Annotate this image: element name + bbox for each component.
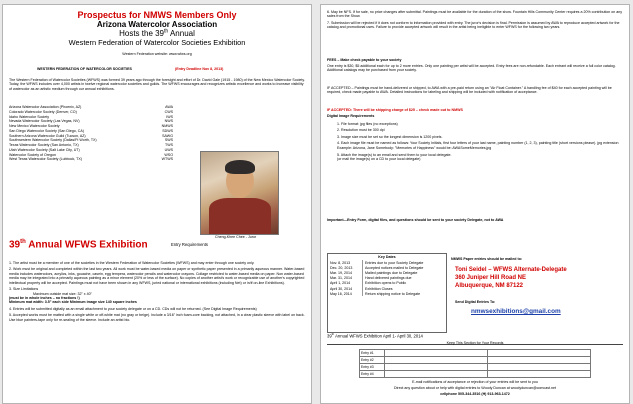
- society-abbrev: AWA: [165, 105, 173, 109]
- society-item: Texas Watercolor Society (San Antonio, TX): [9, 143, 79, 148]
- page-1: [2, 4, 312, 404]
- society-item: San Diego Watercolor Society (San Diego, CA): [9, 128, 84, 133]
- key-dates-box: [327, 253, 447, 333]
- society-item: West Texas Watercolor Society (Lubbock, TX): [9, 157, 82, 162]
- fees-text: One entry is $30, $5 additional each for up to 2 more entries. Only one painting per artist will be accepted. Entry fees are non-refundable. Each entrant will receive a full color catalog. Additional catalogs may be purchased from your society.: [327, 64, 616, 73]
- page-2: [320, 4, 630, 404]
- society-item: New Mexico Watercolor Society: [9, 124, 60, 129]
- society-item: Utah Watercolor Society (Salt Lake City, UT): [9, 147, 80, 152]
- rules-list: [9, 261, 305, 324]
- address-line-1: 360 Juniper Hill Road NE: [455, 275, 527, 281]
- rule-item: Minimum mat width: 3.5" each side Minimum image size 140 square inches: [9, 300, 137, 305]
- wfws-website[interactable]: Western Federation website: www.wfws.org: [122, 52, 192, 56]
- society-abbrev: IWS: [166, 114, 173, 119]
- footer-note-1: E-mail notifications of acceptance or rejection of your entries will be sent to you: [412, 380, 538, 384]
- rule-item: 1. The artist must be a member of one of the societies in the Western Federation of Watercolor Societies (WFWS) and may enter through one society only.: [9, 261, 255, 265]
- entry-requirements-label: Entry Requirements: [171, 242, 209, 247]
- important-note: Important—Entry Form, digital files, and questions should be sent to your society Delegate, not to AWA: [327, 218, 504, 222]
- table-row: April 30, 2014 Exhibition Closes: [330, 286, 393, 291]
- society-item: Colorado Watercolor Society (Denver, CO): [9, 109, 77, 114]
- society-abbrev: TWS: [165, 143, 173, 148]
- society-item: Watercolor Society of Oregon: [9, 152, 57, 157]
- table-row: Entry #2: [360, 357, 591, 364]
- rule-item: 2. Work must be original and completed within the last two years. All work must be water-based media on paper or synthetic paper presented in a primarily aqueous manner. Water-based media includes watercolors, acrylics, inks, gouache, casein, egg tempera, watercolor pencils and watercolor crayons. Collage restricted to water-based media on paper. Non water-based media may be integrated into a primarily aqueous painting as a minor element (20% or less of the surface). No copies of another artist's work or recognizable use of another's copyrighted intellectual property will be accepted. Paintings must not have been shown in any WFWS, juried national or international exhibitions (including Net) or in/if on-line Exhibitions).: [9, 267, 305, 285]
- key-dates-table: [328, 260, 446, 296]
- juror-caption: Cheng-Khee Chee - Juror: [215, 235, 257, 239]
- rule-item: 4. Entries will be submitted digitally as an email attachment to your society delegate or on a CD. CDs will not be returned. (See Digital Image Requirements): [9, 306, 257, 311]
- digital-item: 4. Each image file must be named as follows: Your Society Initials, first four letters of your last name, painting number (1, 2, 3), painting title (short versions please). jpg extension: [337, 141, 619, 146]
- digital-item: (or mail the image(s) on a CD to your local delegate): [337, 157, 421, 162]
- address-line-2: Albuquerque, NM 87122: [455, 283, 524, 289]
- intro-paragraph: The Western Federation of Watercolor Societies (WFWS) was formed 39 years ago through the foresight and effort of Dr. David Gale (1915 - 1980) of the New Mexico Watercolor Society. Today, the WFWS includes over 4,000 artists in twelve regional watercolor societies and guilds. The WFWS encourages and recognizes artistic excellence and works to increase visibility of watercolor as an artistic medium through our annual exhibitions.: [9, 78, 305, 91]
- key-dates-title: Key Dates: [378, 255, 396, 259]
- society-item: Southern Arizona Watercolor Guild (Tucson, AZ): [9, 133, 86, 138]
- table-row: Entry #4: [360, 371, 591, 378]
- society-item: Nevada Watercolor Society (Las Vegas, NV): [9, 119, 80, 124]
- send-digital-label: Send Digital Entries To:: [455, 300, 496, 304]
- rule-item: 6. May be NFS. If for sale, no price changes after submittal. Paintings must be available for the duration of the show. Fountain Hills Community Center requires a 20% contribution on any sales from the Show.: [327, 10, 623, 19]
- table-row: Dec. 20, 2013 Accepted notices mailed to Delegate: [330, 265, 424, 270]
- rule-item: (must be in whole inches – no fractions !): [9, 295, 80, 300]
- records-table: [359, 349, 591, 378]
- table-row: Mar. 19, 2014 Mailed paintings due to Delegate: [330, 270, 418, 275]
- association-title: Arizona Watercolor Association: [96, 20, 218, 29]
- wfws-label: WESTERN FEDERATION OF WATERCOLOR SOCIETIES: [37, 67, 132, 71]
- society-abbrevs: [143, 105, 173, 162]
- rule-item: 5. Accepted works must be matted with a single white or off-white mat (no gray or beige). Include a 3/16" inch foam-core backing, not attached, in a clear plastic sleeve with label on back. Use blue painters-tape only for re-sealing of the sleeve. Include an artist bio.: [9, 313, 305, 322]
- rules-continued: [327, 10, 623, 32]
- society-abbrev: UWS: [164, 147, 173, 152]
- table-row: Mar. 31, 2014 Hand delivered paintings due: [330, 276, 412, 281]
- society-item: Southwestern Watercolor Society (Dallas/Ft Worth, TX): [9, 138, 97, 143]
- rule-item: 7. Submission will be rejected if it does not conform to information provided with entry. The juror's decision is final. Permission is assumed by AWA to reproduce accepted artwork for the catalog and promotional uses. Failure to provide accepted artwork will result in the artist being ineligible to enter WFWS for the following two years.: [327, 20, 620, 30]
- digital-item: 1. File format: jpg files (no exceptions): [337, 122, 398, 126]
- digital-requirements: [337, 122, 623, 164]
- society-abbrev: SWS: [164, 138, 173, 143]
- keep-section-label: Keep This Section for Your Records: [446, 341, 504, 345]
- accepted-instructions: IF ACCEPTED – Paintings must be hand-delivered or shipped, to AWA with a pre-paid return using an "Air Float Container." A handling fee of $40 for each accepted painting will be required, check made payable to AWA. Detailed instructions for labeling and shipping will be included with notification of acceptance.: [327, 86, 612, 95]
- digital-item: 3. Image size must be set so the longest dimension is 1200 pixels.: [337, 134, 443, 139]
- juror-photo: [200, 151, 279, 235]
- digital-item: 5. Attach the image(s) to an email and send them to your local delegate.: [337, 152, 452, 157]
- prospectus-title: Prospectus for NMWS Members Only: [77, 10, 237, 20]
- society-item: Arizona Watercolor Association (Phoenix, AZ): [9, 105, 82, 109]
- society-item: Idaho Watercolor Society: [9, 114, 50, 119]
- footer-note-3: cellphone 505-344-3516 (H) 913-963-1472: [440, 392, 510, 396]
- table-row: Entry #1: [360, 350, 591, 357]
- rule-item: 3. Size Limitations: [9, 287, 39, 292]
- society-abbrev: WSO: [164, 152, 173, 157]
- form-title: 39th Annual WFWS Exhibition April 1- April 30, 2014: [327, 332, 423, 339]
- table-row: Entry #3: [360, 364, 591, 371]
- society-abbrev: WTWS: [161, 157, 173, 162]
- wfws-title: Western Federation of Watercolor Societies Exhibition: [68, 38, 246, 47]
- rule-item: Maximum outside mat size: 32" x 40": [33, 291, 92, 296]
- table-row: April 1, 2014 Exhibition opens to Public: [330, 281, 407, 286]
- society-abbrev: CWS: [164, 109, 173, 114]
- shipping-charge: IF ACCEPTED: There will be shipping charge of $25 – check made out to NMWS: [327, 108, 463, 112]
- society-abbrev: SDWS: [162, 128, 173, 133]
- society-abbrev: NMWS: [161, 124, 173, 129]
- entry-deadline: (Entry Deadline Nov 8, 2013): [175, 67, 224, 71]
- delegate-name: Toni Seidel – WFWS Alternate-Delegate: [455, 267, 567, 273]
- footer-note-2: Direct any question about or help with digital entries to Woody Duncan at woodyduncan@comcast.net: [394, 386, 556, 390]
- digital-title: Digital Image Requirements: [327, 114, 375, 118]
- email-link[interactable]: nmwsexhibitions@gmail.com: [471, 308, 561, 315]
- society-list: [9, 105, 97, 162]
- fees-title: FEES – Make check payable to your society: [327, 58, 402, 62]
- society-abbrev: NWS: [164, 119, 173, 124]
- table-row: May 16, 2014 Return shipping notice to Delegate: [330, 291, 421, 296]
- society-abbrev: SAWG: [162, 133, 173, 138]
- digital-item: Example: Arizona, Jane Somebody: "Memories of Happiness" would be: AWASomeMemories.jpg: [337, 146, 492, 151]
- digital-item: 2. Resolution must be 300 dpi: [337, 128, 385, 133]
- mail-to-label: NMWS Paper entries should be mailed to:: [451, 257, 523, 261]
- exhibition-heading: 39th Annual WFWS Exhibition: [9, 239, 148, 251]
- hosts-line: Hosts the 39th Annual: [119, 28, 195, 38]
- table-row: Nov. 8, 2013 Entries due to your Society Delegate: [330, 260, 424, 265]
